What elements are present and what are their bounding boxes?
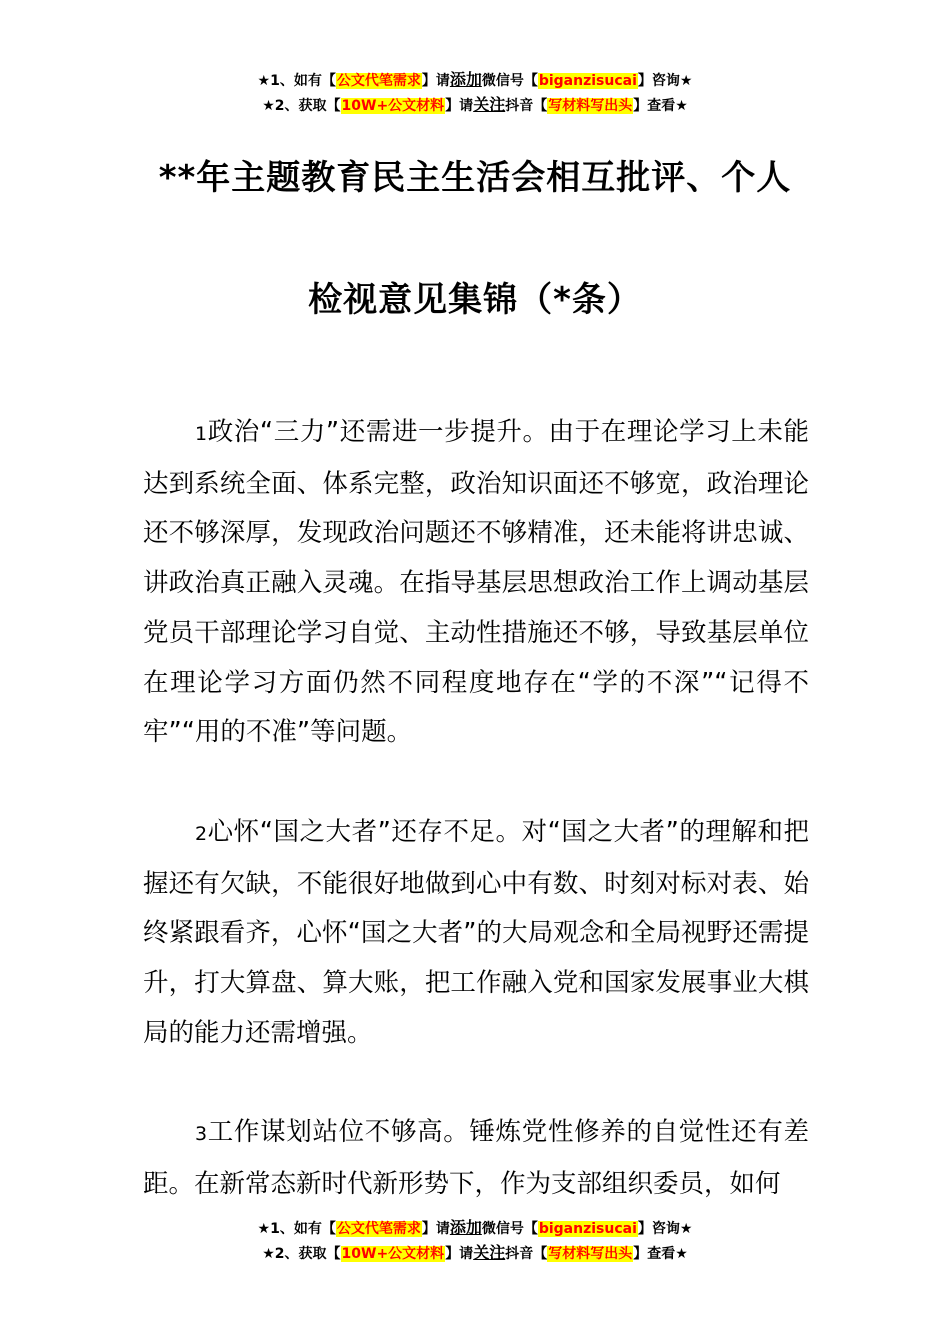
highlight-materials: 10W+公文材料 xyxy=(341,98,445,114)
paragraph-text: 心怀“国之大者”还存不足。对“国之大者”的理解和把握还有欠缺，不能很好地做到心中有数、时刻对标对表、始终紧跟看齐，心怀“国之大者”的大局观念和全局视野还需提升，打大算盘、算大账，把工作融入党和国家发展事业大棋局的能力还需增强。 xyxy=(143,816,809,1048)
highlight-douyin-account: 写材料写出头 xyxy=(548,98,633,114)
document-body xyxy=(143,408,809,1260)
header-promo-banner xyxy=(0,68,950,118)
paragraph-item xyxy=(143,408,809,758)
promo-line-1: ★1、如有【公文代笔需求】请添加微信号【biganzisucai】咨询★ xyxy=(257,70,693,89)
highlight-wechat-id: biganzisucai xyxy=(538,1221,637,1237)
paragraph-item xyxy=(143,1108,809,1209)
paragraph-text: 政治“三力”还需进一步提升。由于在理论学习上未能达到系统全面、体系完整，政治知识面还不够宽，政治理论还不够深厚，发现政治问题还不够精准，还未能将讲忠诚、讲政治真正融入灵魂。在指导基层思想政治工作上调动基层党员干部理论学习自觉、主动性措施还不够，导致基层单位在理论学习方面仍然不同程度地存在“学的不深”“记得不牢”“用的不准”等问题。 xyxy=(143,417,809,748)
item-number: 1 xyxy=(195,423,208,445)
highlight-wechat-id: biganzisucai xyxy=(538,73,637,89)
promo-line-1: ★1、如有【公文代笔需求】请添加微信号【biganzisucai】咨询★ xyxy=(257,1218,693,1237)
item-number: 3 xyxy=(195,1123,208,1146)
highlight-ghostwriting: 公文代笔需求 xyxy=(336,73,421,89)
document-title-line-1: **年主题教育民主生活会相互批评、个人 xyxy=(158,158,792,198)
highlight-materials: 10W+公文材料 xyxy=(341,1246,445,1262)
footer-promo-banner xyxy=(0,1216,950,1266)
promo-line-2: ★2、获取【10W+公文材料】请关注抖音【写材料写出头】查看★ xyxy=(262,1243,688,1262)
document-title-line-2: 检视意见集锦（*条） xyxy=(308,280,642,320)
paragraph-item xyxy=(143,808,809,1059)
highlight-douyin-account: 写材料写出头 xyxy=(548,1246,633,1262)
paragraph-text: 工作谋划站位不够高。锤炼党性修养的自觉性还有差距。在新常态新时代新形势下，作为支部组织委员，如何 xyxy=(143,1117,809,1200)
item-number: 2 xyxy=(195,822,208,845)
highlight-ghostwriting: 公文代笔需求 xyxy=(336,1221,421,1237)
promo-line-2: ★2、获取【10W+公文材料】请关注抖音【写材料写出头】查看★ xyxy=(262,95,688,114)
